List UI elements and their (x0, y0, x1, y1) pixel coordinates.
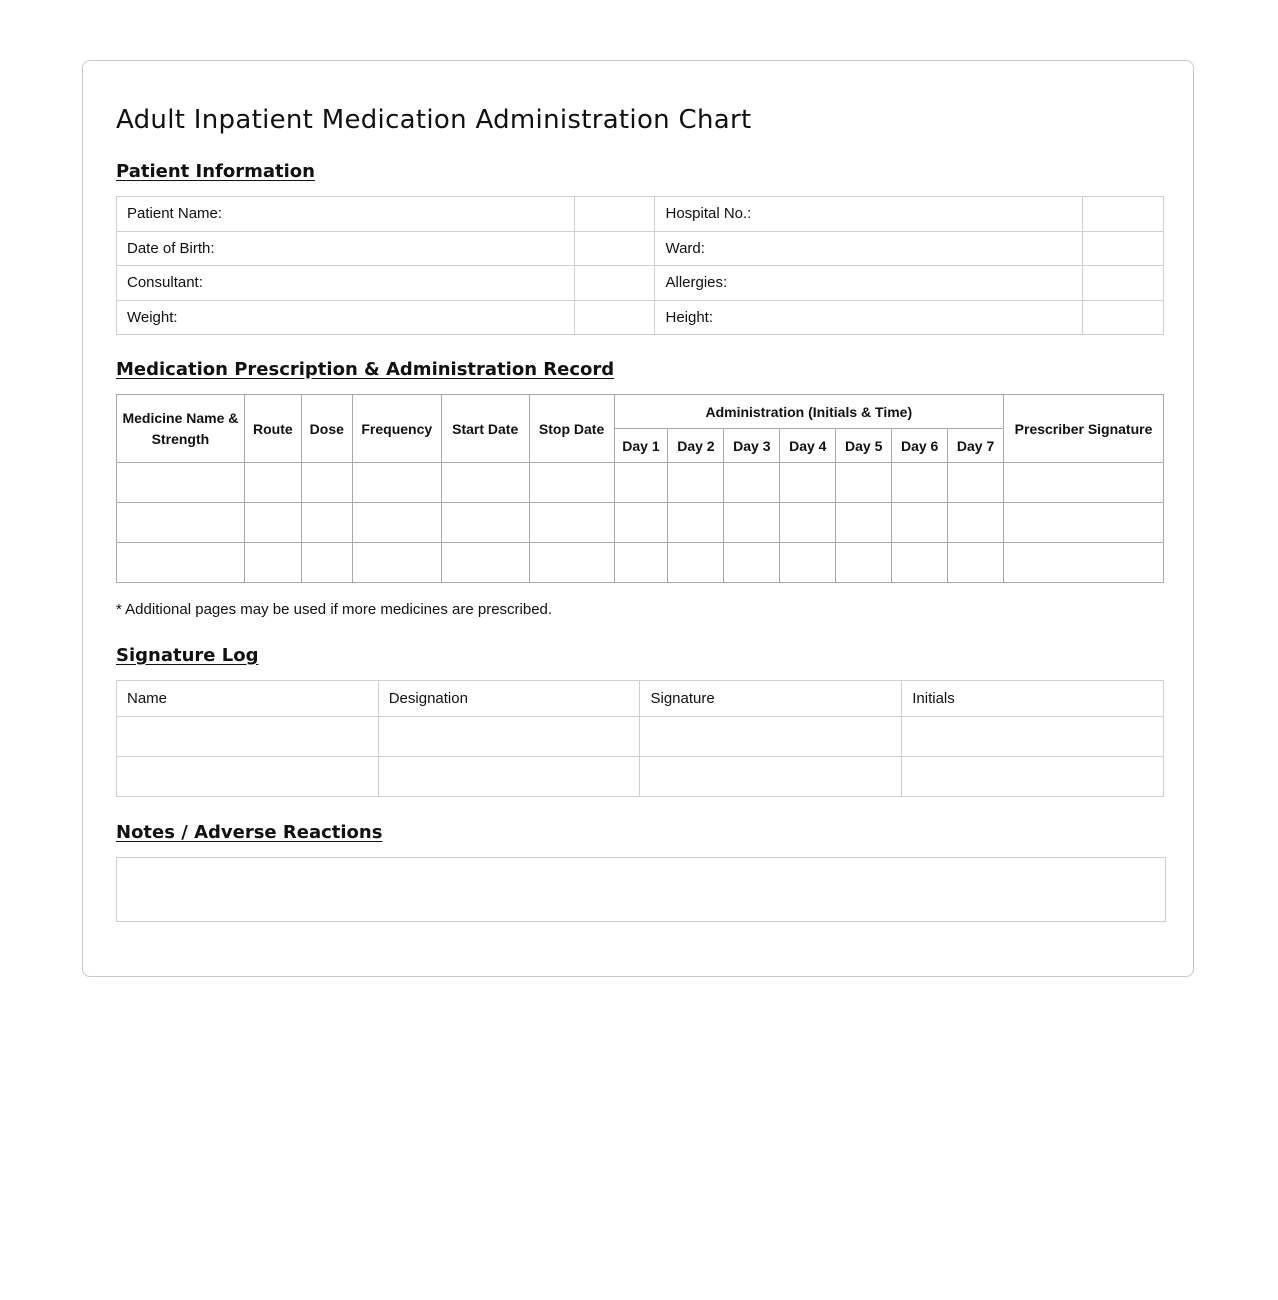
col-signature: Signature (640, 681, 902, 717)
day-3-cell[interactable] (724, 543, 780, 583)
day-5-cell[interactable] (836, 543, 892, 583)
col-day-4: Day 4 (780, 429, 836, 463)
start-date-cell[interactable] (441, 503, 529, 543)
day-2-cell[interactable] (668, 543, 724, 583)
name-cell[interactable] (117, 717, 379, 757)
day-7-cell[interactable] (948, 463, 1004, 503)
day-1-cell[interactable] (614, 543, 668, 583)
chart-card (82, 60, 1194, 977)
additional-pages-note: * Additional pages may be used if more medicines are prescribed. (116, 601, 553, 618)
day-1-cell[interactable] (614, 503, 668, 543)
stop-date-cell[interactable] (529, 543, 614, 583)
col-name: Name (117, 681, 379, 717)
dose-cell[interactable] (301, 503, 352, 543)
col-frequency: Frequency (352, 395, 441, 463)
frequency-cell[interactable] (352, 503, 441, 543)
allergies-field[interactable] (1083, 266, 1164, 301)
patient-name-field[interactable] (574, 197, 655, 232)
day-4-cell[interactable] (780, 463, 836, 503)
page-title: Adult Inpatient Medication Administration Chart (116, 105, 752, 135)
day-7-cell[interactable] (948, 503, 1004, 543)
frequency-cell[interactable] (352, 543, 441, 583)
height-label: Height: (655, 300, 1083, 335)
signature-cell[interactable] (640, 757, 902, 797)
col-initials: Initials (902, 681, 1164, 717)
medicine-cell[interactable] (117, 463, 245, 503)
height-field[interactable] (1083, 300, 1164, 335)
col-start-date: Start Date (441, 395, 529, 463)
medication-row (117, 543, 1164, 583)
day-2-cell[interactable] (668, 503, 724, 543)
patient-info-table (116, 196, 1164, 335)
day-2-cell[interactable] (668, 463, 724, 503)
designation-cell[interactable] (378, 717, 640, 757)
notes-heading: Notes / Adverse Reactions (116, 822, 383, 843)
dose-cell[interactable] (301, 463, 352, 503)
consultant-field[interactable] (574, 266, 655, 301)
medication-table (116, 394, 1164, 583)
col-day-2: Day 2 (668, 429, 724, 463)
day-7-cell[interactable] (948, 543, 1004, 583)
col-dose: Dose (301, 395, 352, 463)
col-day-7: Day 7 (948, 429, 1004, 463)
medicine-cell[interactable] (117, 503, 245, 543)
patient-info-row (117, 231, 1164, 266)
route-cell[interactable] (244, 463, 301, 503)
prescriber-cell[interactable] (1004, 463, 1164, 503)
day-4-cell[interactable] (780, 503, 836, 543)
initials-cell[interactable] (902, 717, 1164, 757)
col-administration: Administration (Initials & Time) (614, 395, 1004, 429)
day-6-cell[interactable] (892, 463, 948, 503)
col-designation: Designation (378, 681, 640, 717)
medication-row (117, 503, 1164, 543)
signature-row (117, 757, 1164, 797)
frequency-cell[interactable] (352, 463, 441, 503)
patient-info-heading: Patient Information (116, 161, 315, 182)
medication-heading: Medication Prescription & Administration Record (116, 359, 615, 380)
day-3-cell[interactable] (724, 463, 780, 503)
signature-log-heading: Signature Log (116, 645, 259, 666)
patient-info-row (117, 266, 1164, 301)
route-cell[interactable] (244, 543, 301, 583)
start-date-cell[interactable] (441, 463, 529, 503)
day-1-cell[interactable] (614, 463, 668, 503)
designation-cell[interactable] (378, 757, 640, 797)
prescriber-cell[interactable] (1004, 543, 1164, 583)
medicine-cell[interactable] (117, 543, 245, 583)
day-6-cell[interactable] (892, 503, 948, 543)
day-3-cell[interactable] (724, 503, 780, 543)
medication-row (117, 463, 1164, 503)
signature-log-table (116, 680, 1164, 797)
name-cell[interactable] (117, 757, 379, 797)
signature-row (117, 717, 1164, 757)
weight-label: Weight: (117, 300, 575, 335)
notes-field[interactable] (116, 857, 1166, 922)
signature-cell[interactable] (640, 717, 902, 757)
allergies-label: Allergies: (655, 266, 1083, 301)
col-day-1: Day 1 (614, 429, 668, 463)
initials-cell[interactable] (902, 757, 1164, 797)
consultant-label: Consultant: (117, 266, 575, 301)
day-6-cell[interactable] (892, 543, 948, 583)
col-day-5: Day 5 (836, 429, 892, 463)
col-day-3: Day 3 (724, 429, 780, 463)
ward-label: Ward: (655, 231, 1083, 266)
start-date-cell[interactable] (441, 543, 529, 583)
day-4-cell[interactable] (780, 543, 836, 583)
dose-cell[interactable] (301, 543, 352, 583)
day-5-cell[interactable] (836, 503, 892, 543)
dob-field[interactable] (574, 231, 655, 266)
hospital-no-label: Hospital No.: (655, 197, 1083, 232)
weight-field[interactable] (574, 300, 655, 335)
dob-label: Date of Birth: (117, 231, 575, 266)
patient-name-label: Patient Name: (117, 197, 575, 232)
col-day-6: Day 6 (892, 429, 948, 463)
hospital-no-field[interactable] (1083, 197, 1164, 232)
stop-date-cell[interactable] (529, 463, 614, 503)
prescriber-cell[interactable] (1004, 503, 1164, 543)
col-route: Route (244, 395, 301, 463)
patient-info-row (117, 300, 1164, 335)
stop-date-cell[interactable] (529, 503, 614, 543)
col-prescriber: Prescriber Signature (1004, 395, 1164, 463)
patient-info-row (117, 197, 1164, 232)
col-stop-date: Stop Date (529, 395, 614, 463)
ward-field[interactable] (1083, 231, 1164, 266)
col-medicine: Medicine Name & Strength (117, 395, 245, 463)
route-cell[interactable] (244, 503, 301, 543)
day-5-cell[interactable] (836, 463, 892, 503)
